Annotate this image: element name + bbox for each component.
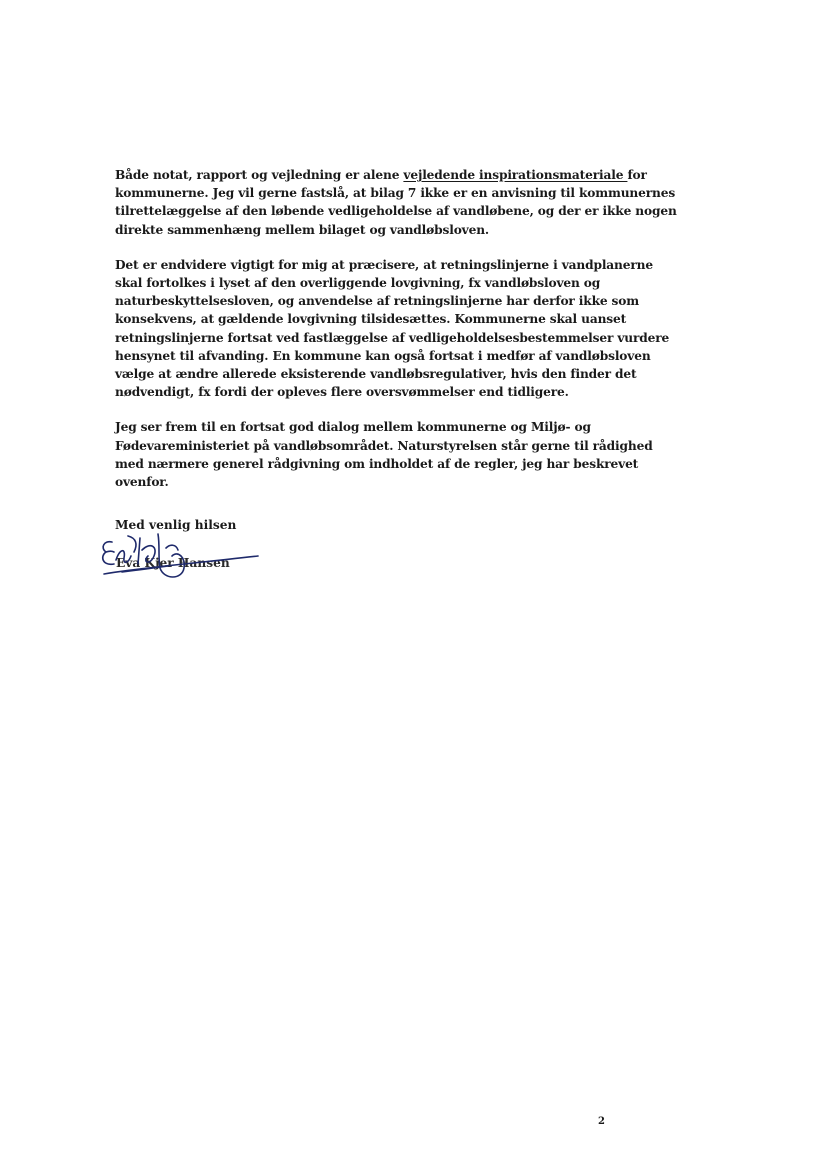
text-line: [115, 455, 639, 473]
text-run: direkte sammenhæng mellem bilaget og vandløbsloven.: [115, 222, 490, 237]
text-line: [115, 202, 677, 220]
letter-body: [115, 166, 677, 508]
text-run: hensynet til afvanding. En kommune kan også fortsat i medfør af vandløbsloven: [115, 348, 651, 363]
text-run: Jeg ser frem til en fortsat god dialog mellem kommunerne og Miljø- og: [115, 420, 591, 435]
text-run: Det er endvidere vigtigt for mig at præcisere, at retningslinjerne i vandplanerne: [115, 257, 653, 272]
text-run: Både notat, rapport og vejledning er alene: [115, 168, 404, 182]
text-line: [115, 221, 635, 239]
text-line: [115, 365, 635, 383]
text-run: med nærmere generel rådgivning om indholdet af de regler, jeg har beskrevet: [115, 456, 639, 471]
text-run: ovenfor.: [115, 475, 169, 490]
text-line: [115, 383, 635, 401]
text-line: [115, 256, 653, 274]
text-run: skal fortolkes i lyset af den overliggende lovgivning, fx vandløbsloven og: [115, 276, 601, 291]
text-line: [115, 292, 639, 310]
text-run: naturbeskyttelsesloven, og anvendelse af retningslinjerne har derfor ikke som: [115, 294, 639, 309]
text-line: [115, 347, 651, 365]
handwritten-signature: [98, 530, 263, 590]
text-line: [115, 418, 635, 436]
text-line: [115, 166, 647, 184]
text-line: [115, 329, 670, 347]
text-run: retningslinjerne fortsat ved fastlæggelse af vedligeholdelsesbestemmelser vurdere: [115, 330, 670, 345]
text-line: [115, 437, 653, 455]
text-line: [115, 473, 635, 491]
text-line: [115, 184, 676, 202]
text-line: [115, 310, 635, 328]
text-run: nødvendigt, fx fordi der opleves flere oversvømmelser end tidligere.: [115, 385, 569, 400]
text-run: kommunerne. Jeg vil gerne fastslå, at bilag 7 ikke er en anvisning til kommunernes: [115, 186, 676, 201]
paragraph: [115, 256, 670, 402]
text-run: Fødevareministeriet på vandløbsområdet. Naturstyrelsen står gerne til rådighed: [115, 438, 653, 453]
closing-salutation: Med venlig hilsen: [115, 518, 237, 532]
paragraph: [115, 166, 677, 239]
text-run: tilrettelæggelse af den løbende vedligeholdelse af vandløbene, og der er ikke nogen: [115, 204, 677, 219]
underlined-text: vejledende inspirationsmateriale: [403, 168, 628, 182]
signatory-name: Eva Kjer Hansen: [116, 556, 230, 570]
paragraph: [115, 418, 653, 491]
text-line: [115, 274, 635, 292]
page-number: 2: [598, 1116, 605, 1127]
text-run: konsekvens, at gældende lovgivning tilsidesættes. Kommunerne skal uanset: [115, 312, 627, 327]
text-run: for: [627, 168, 647, 182]
text-run: vælge at ændre allerede eksisterende vandløbsregulativer, hvis den finder det: [115, 367, 637, 382]
